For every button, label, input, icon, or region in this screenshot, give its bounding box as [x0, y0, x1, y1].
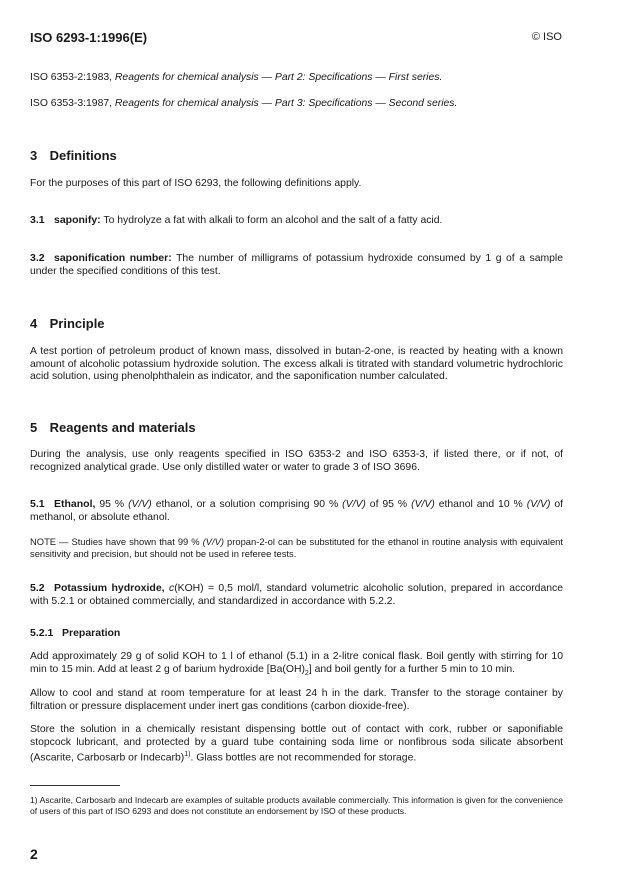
term: saponification number:: [54, 252, 172, 264]
reference-number: ISO 6353-2:1983,: [30, 72, 113, 83]
section-number: 4: [30, 316, 38, 331]
text: . Glass bottles are not recommended for storage.: [190, 752, 417, 764]
text: propan-2-ol can be substituted for the ethanol in routine analysis with equivalent sensitivity and precision, but should not be used in referee tests.: [30, 536, 563, 559]
section-number: 3: [30, 148, 38, 163]
text: NOTE — Studies have shown that 99 %: [30, 536, 200, 547]
definition-3-1: [30, 214, 563, 228]
note: [30, 536, 563, 559]
text: of 95 %: [369, 499, 408, 510]
text: ] and boil gently for a further 5 min to 10 min.: [308, 663, 516, 675]
term: saponify:: [54, 214, 101, 226]
text: 95 %: [99, 499, 125, 510]
reference-number: ISO 6353-3:1987,: [30, 98, 113, 109]
reference-iso-6353-2: [30, 72, 563, 85]
section-4-heading: [30, 316, 105, 331]
text: of methanol, or absolute ethanol.: [30, 499, 564, 523]
reference-iso-6353-3: [30, 98, 563, 111]
text: c: [168, 583, 175, 594]
page-number: 2: [30, 846, 38, 862]
section-number: 5: [30, 420, 38, 435]
text: ethanol, or a solution comprising 90 %: [155, 499, 339, 510]
document-id: ISO 6293-1:1996(E): [30, 30, 148, 45]
text: (V/V): [342, 499, 366, 510]
footnote-mark: 1): [30, 795, 38, 805]
clause-number: 5.2.1: [30, 627, 54, 639]
preparation-paragraph-2: Allow to cool and stand at room temperature for at least 24 h in the dark. Transfer to the storage container by filtration or pressure displacement under inert gas conditions (carbon dioxide-free).: [30, 688, 563, 712]
clause-5-1: [30, 498, 563, 524]
clause-number: 5.1: [30, 498, 45, 510]
term: Potassium hydroxide,: [54, 582, 165, 594]
definition-text: To hydrolyze a fat with alkali to form an alcohol and the salt of a fatty acid.: [103, 215, 443, 226]
section-title: Reagents and materials: [49, 420, 196, 435]
definitions-intro: For the purposes of this part of ISO 6293, the following definitions apply.: [30, 178, 362, 189]
text: Store the solution in a chemically resistant dispensing bottle out of contact with cork, rubber or saponifiable stopcock lubricant, and protected by a guard tube containing soda lime or nonfibrous soda silicate absorbent (Ascarite, Carbosarb or Indecarb): [30, 724, 563, 764]
footnote-text: Ascarite, Carbosarb and Indecarb are examples of suitable products available commercially. This information is given for the convenience of users of this part of ISO 6293 and does not constitute an endorsement by ISO of these products.: [30, 795, 563, 816]
text: (KOH) = 0,5 mol/l, standard volumetric alcoholic solution, prepared in accordance with 5.2.1 or obtained commercially, and standardized in accordance with 5.2.2.: [30, 583, 563, 607]
reference-title: Reagents for chemical analysis — Part 3: Specifications — Second series.: [114, 98, 458, 109]
definition-3-2: [30, 252, 563, 278]
text: (V/V): [202, 536, 224, 547]
clause-5-2: [30, 582, 563, 608]
clause-5-2-1-heading: [30, 627, 563, 641]
text: 2: [304, 669, 309, 677]
clause-number: 5.2: [30, 582, 45, 594]
section-5-heading: [30, 420, 196, 435]
text: (V/V): [411, 499, 435, 510]
text: (V/V): [128, 499, 152, 510]
term: Ethanol,: [54, 498, 96, 510]
copyright-mark: © ISO: [531, 31, 562, 43]
clause-number: 3.1: [30, 214, 45, 226]
clause-number: 3.2: [30, 252, 45, 264]
section-title: Definitions: [49, 148, 117, 163]
reference-title: Reagents for chemical analysis — Part 2: Specifications — First series.: [114, 72, 443, 83]
preparation-paragraph-3: [30, 724, 563, 765]
footnote-reference: 1): [184, 751, 191, 758]
principle-text: A test portion of petroleum product of known mass, dissolved in butan-2-one, is reacted by heating with a known amount of alcoholic potassium hydroxide solution. The excess alkali is titrated with standard volumetric hydrochloric acid solution, using phenolphthalein as indicator, and the saponification number calculated.: [30, 346, 563, 382]
preparation-paragraph-1: [30, 651, 563, 680]
text: ethanol and 10 %: [438, 499, 523, 510]
definition-text: The number of milligrams of potassium hydroxide consumed by 1 g of a sample under the specified conditions of this test.: [30, 253, 563, 277]
text: (V/V): [526, 499, 551, 510]
section-3-heading: [30, 148, 117, 163]
reagents-intro: During the analysis, use only reagents specified in ISO 6353-2 and ISO 6353-3, if listed there, or if not, of recognized analytical grade. Use only distilled water or water to grade 3 of ISO 3696.: [30, 449, 563, 473]
section-title: Principle: [49, 316, 105, 331]
text: Add approximately 29 g of solid KOH to 1 l of ethanol (5.1) in a 2-litre conical flask. Boil gently with stirring for 10 min to 15 min. Add at least 2 g of barium hydroxide [Ba(OH): [30, 651, 563, 675]
clause-title: Preparation: [62, 627, 121, 639]
footnote: [30, 795, 563, 817]
footnote-divider: [30, 785, 120, 786]
